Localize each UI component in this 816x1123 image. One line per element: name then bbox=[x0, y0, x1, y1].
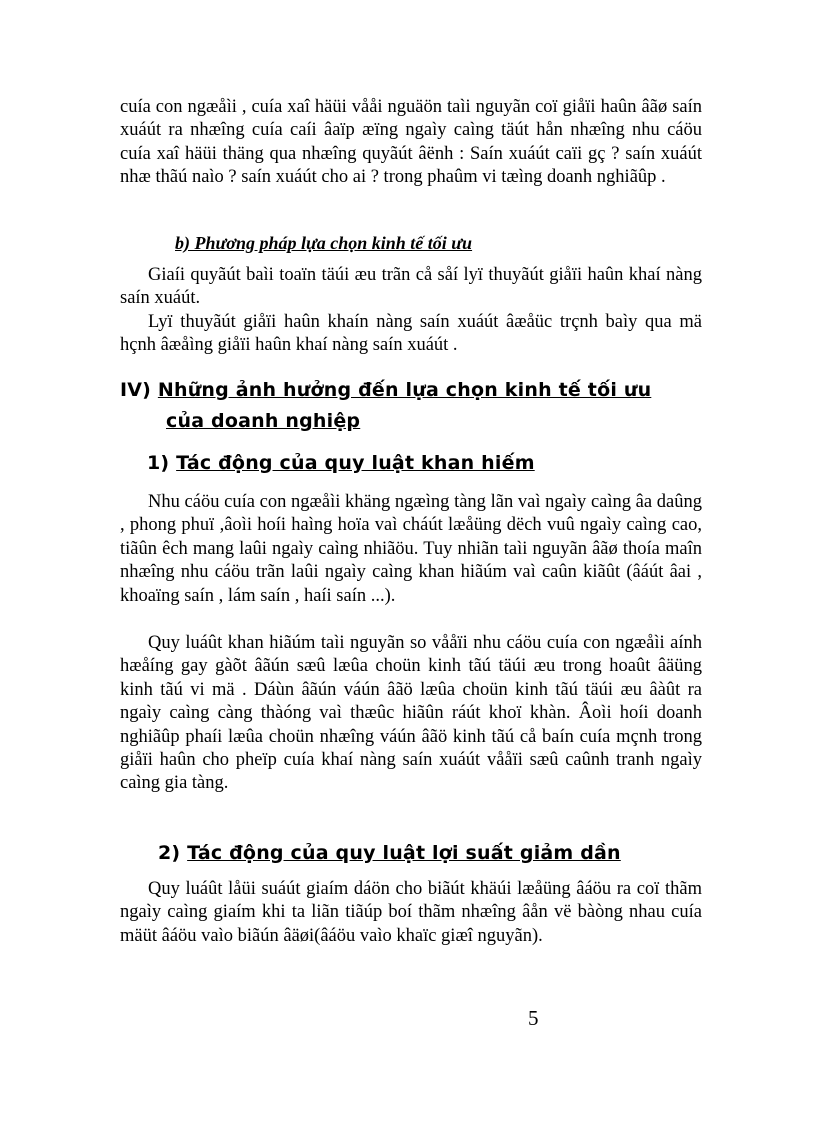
paragraph-solution: Giaíi quyãút baìi toaïn täúi æu trãn cå såí lyï thuyãút giåïi haûn khaí nàng saín xuáút. bbox=[120, 265, 702, 309]
paragraph-diminishing: Quy luáût låüi suáút giaím dáön cho biãút khäúi læåüng âáöu ra coï thãm ngaìy caìng giaím khi ta liãn tiãúp boí thãm nhæîng âån vë bàòng nhau cuía mäüt âáöu vaìo biãún âäøi(âáöu vaìo khaïc giæî nguyãn). bbox=[120, 879, 702, 946]
heading-iv-line1: Những ảnh hưởng đến lựa chọn kinh tế tối ưu bbox=[157, 379, 652, 401]
heading-1-prefix: 1) bbox=[147, 452, 177, 474]
paragraph-theory: Lyï thuyãút giåïi haûn khaín nàng saín xuáút âæåüc trçnh baìy qua mä hçnh âæåìng giåïi haûn khaí nàng saín xuáút . bbox=[120, 312, 702, 356]
heading-1-text: Tác động của quy luật khan hiếm bbox=[176, 452, 535, 474]
subheading-b: b) Phương pháp lựa chọn kinh tế tối ưu bbox=[175, 233, 473, 253]
paragraph-demand: Nhu cáöu cuía con ngæåìi khäng ngæìng tàng lãn vaì ngaìy caìng âa daûng , phong phuï ,âoìi hoíi haìng hoïa vaì cháút læåüng dëch vuû ngaìy caìng cao, tiãûn êch mang laûi ngaìy caìng nhiãöu. Tuy nhiãn taìi nguyãn âãø thoía maîn nhæîng nhu cáöu trãn laûi ngaìy caìng khan hiãúm vaì caûn kiãût (âáút âai , khoaïng saín , lám saín , haíi saín ...). bbox=[120, 492, 702, 606]
paragraph-scarcity: Quy luáût khan hiãúm taìi nguyãn so vååïi nhu cáöu cuía con ngæåìi aính hæåíng gay gàõt âãún sæû læûa choün kinh tãú täúi æu trong hoaût âäüng kinh tãú vi mä . Dáùn âãún váún âãö læûa choün kinh tãú täúi æu âàût ra ngaìy caìng càng thàóng vaì thæûc hiãûn ráút khoï khàn. Âoìi hoíi doanh nghiãûp phaíi læûa choün nhæîng váún âãö kinh tãú cå baín cuía mçnh trong giåïi haûn cho pheïp cuía khaí nàng saín xuáút vååïi sæû caûnh tranh ngaìy caìng gia tàng. bbox=[120, 633, 702, 794]
heading-iv-line2: của doanh nghiệp bbox=[166, 410, 361, 432]
heading-2 bbox=[158, 842, 621, 864]
paragraph-intro: cuía con ngæåìi , cuía xaî häüi vååi nguäön taìi nguyãn coï giåïi haûn âãø saín xuáút ra nhæîng cuía caíi âaïp æïng ngaìy caìng täút hån nhæîng nhu cáöu cuía xaî häüi thäng qua nhæîng quyãút âënh : Saín xuáút caïi gç ? saín xuáút nhæ thãú naìo ? saín xuáút cho ai ? trong phaûm vi tæìng doanh nghiãûp . bbox=[120, 97, 702, 188]
heading-iv-prefix: IV) bbox=[120, 379, 158, 401]
heading-2-prefix: 2) bbox=[158, 842, 188, 864]
heading-1 bbox=[147, 452, 535, 474]
heading-2-text: Tác động của quy luật lợi suất giảm dần bbox=[187, 842, 621, 864]
page-number: 5 bbox=[528, 1006, 539, 1030]
heading-section-iv bbox=[120, 375, 651, 437]
